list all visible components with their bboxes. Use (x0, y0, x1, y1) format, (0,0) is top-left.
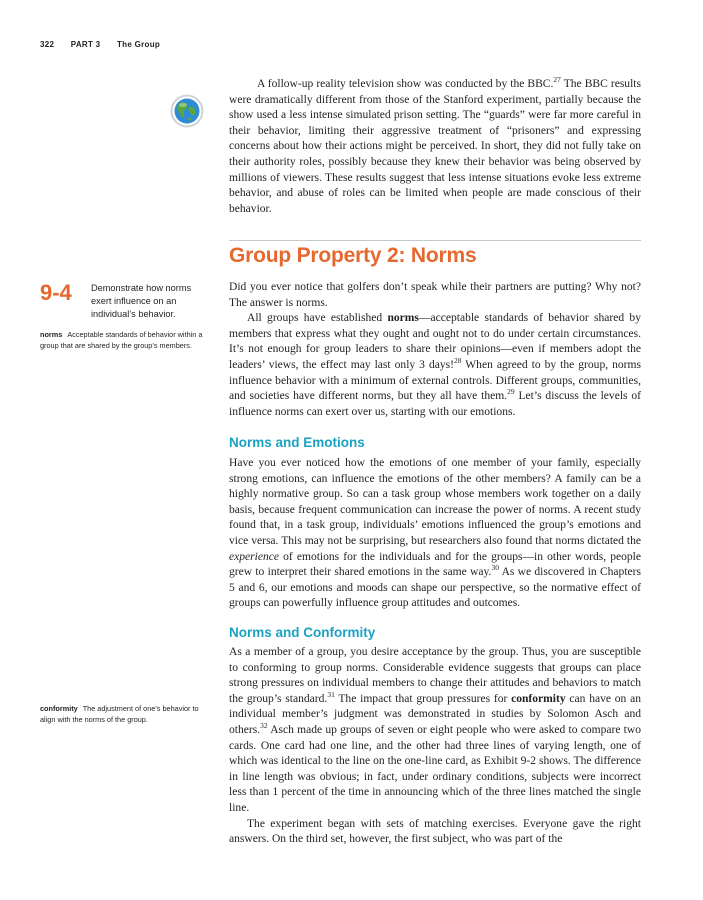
key-term-norms: norms (387, 312, 419, 325)
emotions-paragraph (229, 456, 641, 612)
norms-paragraph-1: Did you ever notice that golfers don’t speak while their partners are putting? Why not? The answer is norms. (229, 281, 641, 309)
text: All groups have established (247, 312, 388, 325)
objective-text: Demonstrate how norms exert influence on an individual’s behavior. (91, 283, 192, 319)
italic-word: experience (229, 550, 279, 563)
key-term-conformity: conformity (511, 692, 566, 705)
intro-text-1: A follow-up reality television show was conducted by the BBC. (257, 78, 554, 90)
text: can have on an individual member’s judgment was demonstrated in studies by Solomon Asch and others. (229, 692, 641, 736)
text: Let’s discuss the levels of influence norms can exert over us, starting with our emotions. (229, 390, 642, 418)
text: As a member of a group, you desire acceptance by the group. Thus, you are susceptible to conforming to group norms. Considerable evidence suggests that groups can place strong pressures on individual members to change their attitudes and behaviors to match the group’s standard. (229, 646, 641, 705)
text: Have you ever noticed how the emotions of one member of your family, especially strong emotions, can influence the emotions of the other members? A family can be a highly normative group. So can a task group whose members work together on a daily basis, because frequent communication can increase the power of norms. A recent study found that, in a task group, individuals’ emotions influenced the group’s emotions and vice versa. This may not be surprising, but researchers also found that norms dictated the (229, 457, 641, 547)
objective-number: 9-4 (40, 280, 72, 305)
text: —acceptable standards of behavior shared by members that express what they ought and ought not to do under certain circumstances. It’s not enough for group leaders to share their opinions—even if members adopt the leaders’ views, the effect may last only 3 days! (229, 312, 641, 371)
section-divider (229, 240, 641, 241)
conformity-paragraph-1 (229, 645, 641, 817)
part-label: PART 3 (70, 40, 101, 49)
text: Asch made up groups of seven or eight people who were asked to compare two cards. One card had one line, and the other had three lines of varying length, one of which was identical to the line on the one-line card, as Exhibit 9-2 shows. The difference in line length was obvious; in fact, under ordinary conditions, subjects were incorrect less than 1 percent of the time in announcing which of the three lines matched the single line. (229, 723, 641, 814)
intro-paragraph (229, 77, 641, 217)
norms-body (229, 280, 641, 420)
footnote-ref: 29 (507, 387, 515, 397)
margin-definition-norms (40, 329, 212, 351)
intro-text-2: The BBC results were dramatically different from those of the Stanford experiment, partially because the show used a less intense simulated prison setting. The “guards” were far more careful in their behavior, limiting their aggressive treatment of “prisoners” and expressing concerns about how their actions might be perceived. In short, they did not fully take on their authority roles, possibly because they knew their behavior was being observed by millions of viewers. These results suggest that less intense situations evoke less extreme behavior, and abuse of roles can be limited when people are made conscious of their behavior. (229, 78, 641, 215)
margin-definition-text: The adjustment of one’s behavior to align with the norms of the group. (40, 704, 199, 725)
conformity-paragraph-2: The experiment began with sets of matching exercises. Everyone gave the right answers. On the third set, however, the first subject, who was part of the (229, 817, 641, 846)
globe-icon (170, 94, 204, 128)
margin-term: norms (40, 330, 63, 339)
footnote-ref: 32 (260, 721, 268, 731)
text: As we discovered in Chapters 5 and 6, our emotions and moods can shape our perspective, so the normative effect of groups can powerfully influence group attitudes and outcomes. (229, 566, 641, 610)
footnote-ref: 28 (453, 356, 462, 366)
margin-term: conformity (40, 704, 78, 713)
running-header (40, 40, 174, 49)
margin-definition-text: Acceptable standards of behavior within a group that are shared by the group’s members. (40, 330, 203, 351)
conformity-body (229, 645, 641, 848)
page-number: 322 (40, 40, 55, 49)
text: When agreed to by the group, norms influence behavior with a minimum of external controls. Different groups, communities, and societies have different norms, but they all have them. (229, 358, 641, 403)
footnote-ref: 27 (553, 75, 561, 85)
norms-paragraph-2 (229, 311, 641, 420)
section-title: Group Property 2: Norms (229, 244, 477, 267)
text: The impact that group pressures for (334, 692, 512, 705)
margin-definition-conformity (40, 703, 212, 725)
text: of emotions for the individuals and for the groups—in other words, people grew to interpret their shared emotions in the same way. (229, 550, 641, 579)
footnote-ref: 30 (491, 563, 499, 573)
part-title: The Group (116, 40, 161, 49)
subheading-norms-emotions: Norms and Emotions (229, 435, 365, 450)
footnote-ref: 31 (327, 689, 335, 699)
subheading-norms-conformity: Norms and Conformity (229, 625, 376, 640)
